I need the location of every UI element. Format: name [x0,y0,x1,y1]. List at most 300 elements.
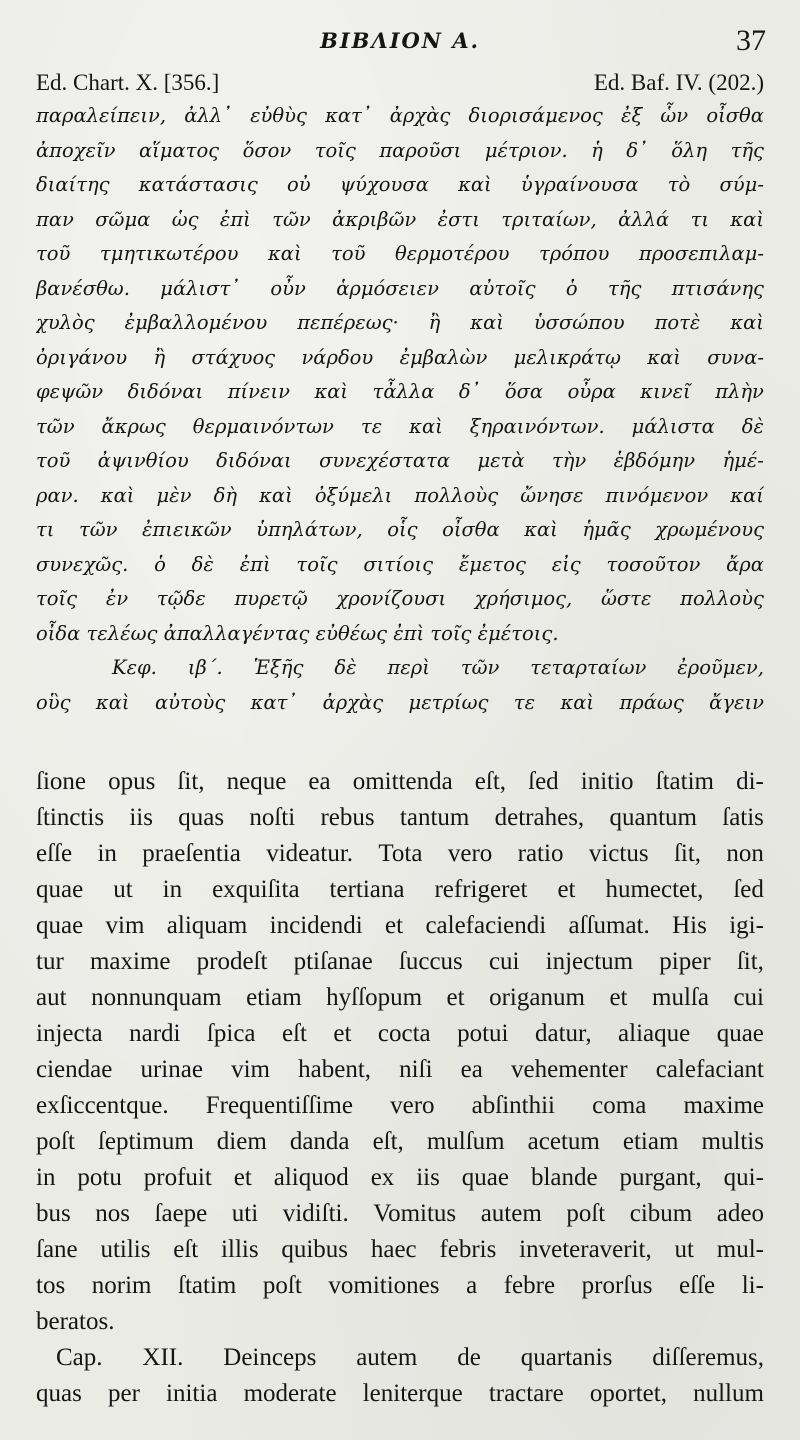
word: νάρδου [301,345,374,369]
word: διαίτης [36,173,110,196]
word: ἀρχὰς [322,690,384,714]
greek-line [36,168,764,203]
word: quae [716,1020,764,1047]
word: etiam [246,984,302,1011]
greek-line [36,237,764,272]
word: neque [226,768,287,795]
word: origanum [489,984,585,1011]
running-title: ΒΙΒΛΙΟΝ Α. [320,28,480,53]
word: καὶ [470,311,504,334]
word: κατάστασις [138,173,258,196]
word: δὲ [741,414,764,438]
word: καὶ [268,242,302,265]
word: ἀλλά [618,207,670,231]
word: aliaque [618,1020,691,1047]
latin-line [36,1232,764,1268]
word: di- [736,768,764,795]
word: eſt, [474,768,507,795]
word: τῆς [608,276,642,300]
word: οὖν [270,276,306,300]
greek-line [36,375,764,410]
word: haec [370,1236,417,1263]
word: danda [289,1128,350,1155]
word: maxime [89,948,171,975]
greek-line [36,479,764,514]
word: πλὴν [715,380,764,403]
word: nardi [129,1020,181,1047]
word: ψύχουσα [339,173,429,196]
word: οὖρα [567,380,616,403]
word: καὶ [95,690,130,714]
word: τοῖς [36,587,78,610]
word: incidendi [269,912,363,939]
word: et [557,876,576,903]
word: aliquam [166,912,248,939]
word: τῆς [730,138,764,162]
word: datur, [534,1020,592,1047]
word: Frequentiſſime [205,1092,353,1119]
word: potui [457,1020,509,1047]
word: cibum [629,1200,693,1227]
latin-line [36,1124,764,1160]
word: διδόναι [127,380,204,403]
word: παραλείπειν, [36,104,167,127]
word: acetum [527,1128,600,1155]
word: vehementer [511,1056,628,1083]
word: tractare [488,1380,564,1407]
word: quae [36,912,84,939]
word: His [672,912,707,939]
word: quartanis [520,1344,613,1371]
word: ἐπιεικῶν [142,518,232,541]
word: moderate [243,1380,337,1407]
word: συνα- [707,345,764,369]
word: piper [659,948,711,975]
word: exquiſita [212,876,300,903]
word: vero [447,840,493,867]
word: oportet, [589,1380,667,1407]
word: καὶ [458,173,492,196]
word: febris [439,1236,497,1263]
word: τοῦ [36,449,71,472]
word: vim [231,1056,270,1083]
word: ἀλλ᾽ [184,104,232,127]
word: δ᾽ [458,380,481,403]
word: ſit, [673,840,702,867]
word: τὴν [551,449,587,472]
word: tur [36,948,64,975]
word: ut [113,876,133,903]
word: in [97,840,117,867]
word: opus [108,768,156,795]
greek-line [36,134,764,169]
word: tos [36,1272,66,1299]
word: ſtatim [178,1272,237,1299]
word: exſiccentque. [36,1092,169,1119]
word: τοῖς [296,552,338,576]
word: et [333,1020,352,1047]
word: ἀρχὰς [389,104,451,127]
word: καὶ [409,414,443,438]
word: ὁ [565,276,578,300]
word: ὑπηλάτων, [256,518,363,541]
word: mulſa [652,984,709,1011]
word: εὐθὺς [250,104,307,127]
greek-line [36,548,764,583]
word: τρόπου [538,242,610,265]
latin-line [36,1016,764,1052]
word: προσεπιλαμ- [638,242,764,265]
latin-line [36,1376,764,1412]
word: abſinthii [471,1092,555,1119]
word: aſſumat. [568,912,650,939]
word: humectet, [605,876,704,903]
word: πράως [619,690,684,714]
greek-line [36,341,764,376]
word: ἡμᾶς [582,518,631,541]
latin-line [36,764,764,800]
word: prorſus [581,1272,653,1299]
word: praeſentia [142,840,241,867]
word: Deinceps [223,1344,317,1371]
line-text: beratos. [36,1308,115,1335]
word: in [36,1164,56,1191]
word: συνεχῶς. [36,552,129,576]
word: καὶ [259,483,293,507]
word: χρονίζουσι [336,587,447,610]
word: rebus [320,804,375,831]
word: Cap. [56,1344,103,1371]
word: ὅσα [504,380,544,403]
word: ὤνησε [520,483,584,507]
word: ſuccus [398,948,463,975]
greek-line [36,306,764,341]
word: μάλιστ᾽ [160,276,240,300]
word: ἑβδόμην [613,449,696,472]
word: de [457,1344,481,1371]
word: et [446,984,465,1011]
word: αὐτοὺς [154,690,226,714]
word: quantum [609,804,697,831]
edition-references [36,70,764,96]
word: ſeptimum [97,1128,194,1155]
latin-line [36,800,764,836]
word: τεταρταίων [530,656,647,679]
latin-line [36,836,764,872]
word: ex [370,1164,395,1191]
word: cui [733,984,764,1011]
word: Ἑξῆς [253,656,304,679]
word: ὥστε [600,587,652,610]
word: qui- [723,1164,764,1191]
word: ut [674,1236,694,1263]
word: ratio [517,840,564,867]
word: τε [360,414,383,438]
word: ἀκριβῶν [332,207,417,231]
word: vim [105,912,145,939]
word: et [233,1164,252,1191]
word: coma [592,1092,647,1119]
word: Vomitus [373,1200,457,1227]
word: a [466,1272,478,1299]
word: quas [36,1380,82,1407]
word: ἢ [153,345,166,369]
word: nonnunquam [91,984,222,1011]
word: παροῦσι [379,138,462,162]
word: κατ᾽ [250,690,298,714]
word: πυρετῷ [234,587,308,610]
word: στάχυος [191,345,276,369]
word: ἄγειν [709,690,764,714]
word: ὀριγάνου [36,345,128,369]
word: maxime [683,1092,764,1119]
word: καὶ [314,380,349,403]
word: δὴ [213,483,238,507]
word: autem [480,1200,542,1227]
word: multis [701,1128,764,1155]
word: θερμαινόντων [192,414,334,438]
word: quae [36,876,84,903]
word: ραν. [36,483,79,507]
word: mulſum [426,1128,505,1155]
word: τμητικωτέρου [99,242,239,265]
word: καὶ [730,207,764,231]
word: ſane [36,1236,78,1263]
word: poſt [566,1200,606,1227]
word: ἐπὶ [239,552,271,576]
word: δ᾽ [626,138,648,162]
word: iis [129,804,153,831]
latin-line [36,1304,764,1340]
word: inveteraverit, [519,1236,652,1263]
word: πίνειν [227,380,290,403]
latin-line [36,1196,764,1232]
greek-line [36,582,764,617]
word: victus [588,840,649,867]
word: θερμοτέρου [395,242,510,265]
word: ἀποχεῖν [36,138,116,162]
word: τὸ [667,173,691,196]
word: οἶσθα [706,104,764,127]
greek-line [36,686,764,721]
word: quas [178,804,225,831]
word: poſt [36,1128,75,1155]
word: non [726,840,764,867]
word: cocta [377,1020,431,1047]
word: eſſe [679,1272,716,1299]
word: initia [166,1380,218,1407]
word: quibus [281,1236,349,1263]
word: αἵματος [139,138,220,162]
word: eſt [281,1020,307,1047]
word: vero [390,1092,435,1119]
word: τῷδε [156,587,206,610]
word: nullum [693,1380,764,1407]
word: τοῖς [314,138,356,162]
latin-line [36,872,764,908]
word: περὶ [387,656,430,679]
latin-line [36,1088,764,1124]
word: βανέσθω. [36,276,130,300]
greek-line [36,444,764,479]
word: in [162,876,183,903]
word: τοσοῦτον [606,552,701,576]
latin-line [36,1160,764,1196]
word: ὅλη [671,138,708,162]
word: οὐ [287,173,311,196]
word: omittenda [352,768,453,795]
word: ἐστι [437,207,480,231]
word: ἔμετος [458,552,526,576]
line-text: οἶδα τελέως ἀπαλλαγέντας εὐθέως ἐπὶ τοῖς ἐμέτοις. [36,621,559,645]
word: purgant, [619,1164,702,1191]
word: ὡς [171,207,199,231]
word: διδόναι [216,449,292,472]
word: διορισάμενος [468,104,603,127]
word: ſed [733,876,764,903]
word: ſit, [177,768,205,795]
greek-line [36,651,764,686]
latin-line [36,1052,764,1088]
word: ptiſanae [293,948,373,975]
word: ἡ [591,138,603,162]
word: niſi [399,1056,433,1083]
word: diem [216,1128,267,1155]
word: videatur. [266,840,354,867]
word: μὲν [156,483,192,507]
greek-line [36,272,764,307]
word: calefaciant [655,1056,764,1083]
word: τι [690,207,709,231]
word: ἐμβαλλομένου [124,311,268,334]
edition-chartier: Ed. Chart. X. [356.] [36,70,220,95]
word: ἐπὶ [219,207,251,231]
word: ſed [528,768,559,795]
word: μετὰ [477,449,525,472]
word: leniterque [362,1380,463,1407]
word: μάλιστα [631,414,715,438]
word: πεπέρεως· [297,311,399,334]
greek-line [36,203,764,238]
word: tantum [399,804,470,831]
word: ποτὲ [654,311,701,334]
word: τριταίων, [501,207,597,231]
word: li- [741,1272,764,1299]
word: τῶν [460,656,500,679]
word: ſtinctis [36,804,105,831]
word: igi- [729,912,764,939]
word: καὶ [100,483,135,507]
word: ὑγραίνουσα [520,173,639,196]
latin-line [36,908,764,944]
word: τῶν [36,414,75,438]
word: τοῦ [331,242,366,265]
word: τε [513,690,536,714]
word: vomitiones [328,1272,440,1299]
word: diſſeremus, [652,1344,764,1371]
word: μετρίως [408,690,489,714]
word: urinae [140,1056,203,1083]
word: blande [530,1164,598,1191]
word: noſti [249,804,296,831]
word: σῶμα [95,207,151,231]
word: XII. [142,1344,184,1371]
word: κινεῖ [640,380,691,403]
word: nos [95,1200,130,1227]
word: ὑσσώπου [533,311,625,334]
word: mul- [716,1236,764,1263]
word: ἢ [428,311,441,334]
word: ἄκρως [101,414,166,438]
word: τῶν [78,518,118,541]
word: eſſe [36,840,73,867]
word: refrigeret [434,876,528,903]
word: et [609,984,628,1011]
word: ιβ΄. [187,656,223,679]
word: et [385,912,404,939]
word: ὀξύμελι [314,483,393,507]
word: uti [231,1200,259,1227]
word: adeo [716,1200,764,1227]
word: οἷς [387,518,418,541]
word: τι [36,518,55,541]
word: eſt, [372,1128,404,1155]
word: norim [91,1272,152,1299]
word: aliquod [273,1164,349,1191]
word: τοῦ [36,242,71,265]
word: εἰς [551,552,581,576]
latin-line [36,980,764,1016]
word: καὶ [560,690,595,714]
word: ſpica [206,1020,256,1047]
word: καί [730,483,764,507]
word: χρήσιμος, [474,587,573,610]
word: τῶν [272,207,311,231]
word: πινόμενον [605,483,709,507]
word: δὲ [191,552,214,576]
word: αὐτοῖς [469,276,536,300]
word: injecta [36,1020,103,1047]
word: potu [77,1164,122,1191]
word: ἐν [105,587,129,610]
word: Tota [378,840,423,867]
word: detrahes, [494,804,585,831]
word: οἶσθα [442,518,500,541]
word: ὁ [154,552,166,576]
greek-line [36,410,764,445]
word: per [107,1380,140,1407]
word: iis [416,1164,440,1191]
word: Κεφ. [112,656,157,679]
word: μελικράτῳ [513,345,621,369]
word: injectum [545,948,634,975]
word: οὓς [36,690,71,714]
word: ἀψινθίου [97,449,189,472]
word: συνεχέστατα [319,449,451,472]
word: initio [580,768,634,795]
word: καὶ [730,311,764,334]
latin-line [36,1268,764,1304]
word: habent, [298,1056,372,1083]
word: utilis [100,1236,151,1263]
word: ὧν [660,104,689,127]
word: ἁρμόσειεν [336,276,439,300]
greek-line [36,617,764,652]
word: ciendae [36,1056,113,1083]
word: πτισάνης [671,276,764,300]
word: ſit, [736,948,764,975]
word: ἐξ [621,104,643,127]
